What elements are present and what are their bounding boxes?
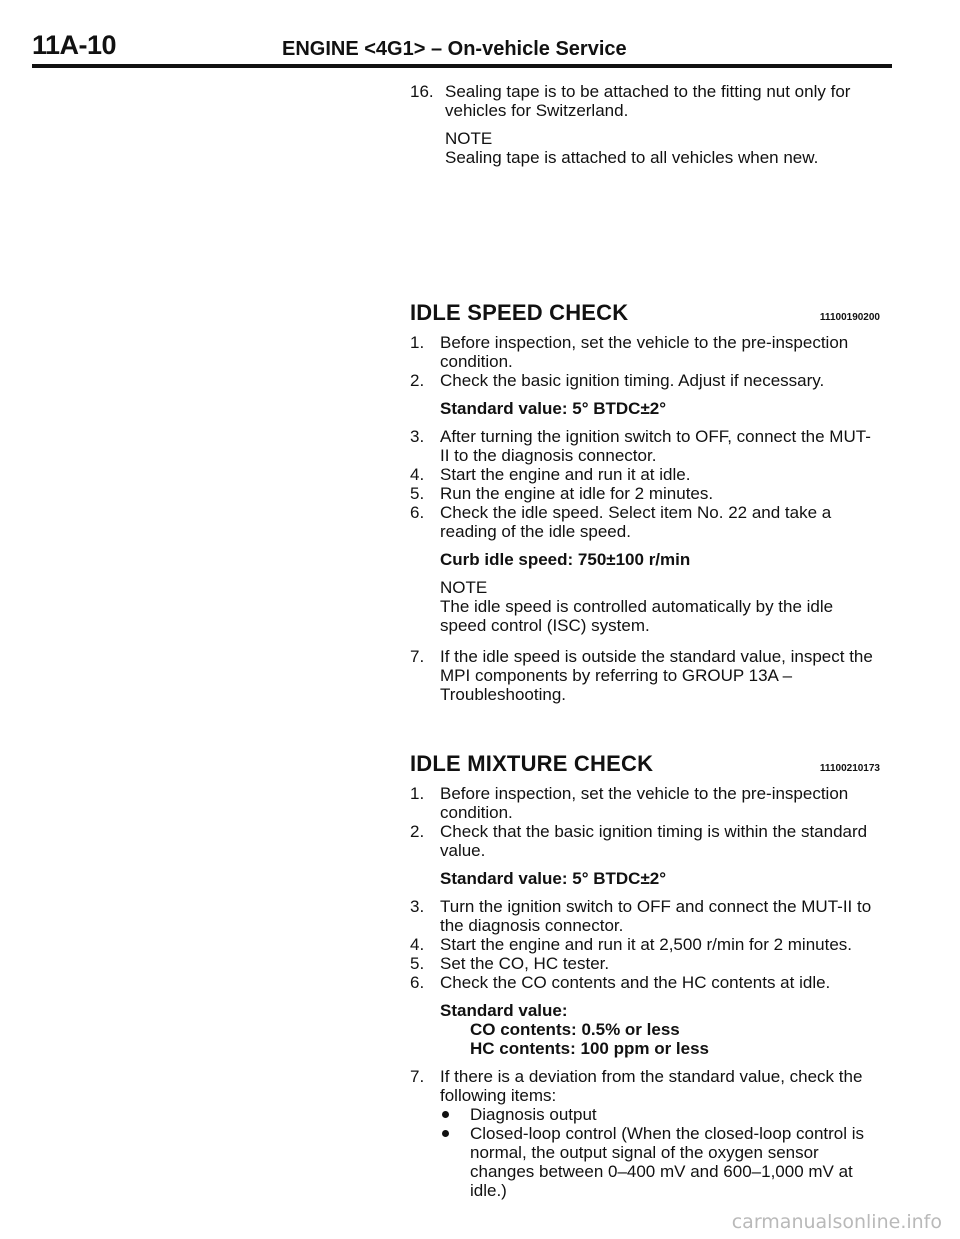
idle-mixture-item-7: [410, 1067, 880, 1105]
page-header: [32, 28, 892, 68]
item-text: Check the basic ignition timing. Adjust if necessary.: [440, 371, 825, 390]
item-text: Check that the basic ignition timing is within the standard value.: [440, 822, 868, 860]
item-number: 6.: [410, 973, 425, 992]
idle-speed-item-3: [410, 427, 880, 465]
item-text: Start the engine and run it at idle.: [440, 465, 691, 484]
idle-speed-item-2: [410, 371, 880, 390]
section-title: IDLE SPEED CHECK: [410, 300, 629, 325]
item-text: If there is a deviation from the standard value, check the following items:: [440, 1067, 863, 1105]
item-text: Run the engine at idle for 2 minutes.: [440, 484, 714, 503]
item-text: Check the CO contents and the HC contents at idle.: [440, 973, 831, 992]
item-text: Sealing tape is to be attached to the fitting nut only for vehicles for Switzerland.: [445, 82, 851, 120]
curb-idle-speed: Curb idle speed: 750±100 r/min: [440, 550, 691, 569]
item-text: Set the CO, HC tester.: [440, 954, 610, 973]
main-content: [410, 82, 880, 1200]
intro-item-16: [410, 82, 880, 120]
item-number: 1.: [410, 784, 425, 803]
page-number: 11A-10: [32, 30, 117, 60]
item-text: Start the engine and run it at 2,500 r/min for 2 minutes.: [440, 935, 853, 954]
idle-mixture-item-4: [410, 935, 880, 954]
idle-mixture-item-2: [410, 822, 880, 860]
bullet-icon: [440, 1124, 470, 1200]
section-code: 11100190200: [819, 312, 880, 323]
item-number: 16.: [410, 82, 434, 101]
item-number: 2.: [410, 371, 425, 390]
bullet-text: Closed-loop control (When the closed-loop control is normal, the output signal of the oxygen sensor changes between 0–400 mV and 600–1,000 mV at idle.): [470, 1124, 865, 1200]
note-label: NOTE: [440, 578, 488, 597]
idle-mixture-item-3: [410, 897, 880, 935]
watermark: carmanualsonline.info: [731, 1211, 942, 1233]
co-contents: CO contents: 0.5% or less: [470, 1020, 680, 1039]
note-label: NOTE: [445, 129, 493, 148]
item-number: 1.: [410, 333, 425, 352]
item-number: 7.: [410, 647, 425, 666]
hc-contents: HC contents: 100 ppm or less: [470, 1039, 710, 1058]
section-heading-idle-speed: [410, 300, 880, 327]
spacer: [410, 167, 880, 303]
bullet-icon: [440, 1105, 470, 1124]
item-number: 5.: [410, 484, 425, 503]
idle-mixture-item-5: [410, 954, 880, 973]
idle-speed-item-7: [410, 647, 880, 704]
standard-value-label: Standard value:: [440, 1001, 568, 1020]
item-text: After turning the ignition switch to OFF, connect the MUT-II to the diagnosis connector.: [440, 427, 871, 465]
item-text: Before inspection, set the vehicle to the pre-inspection condition.: [440, 333, 849, 371]
bullet-item: [410, 1124, 880, 1200]
idle-speed-item-6: [410, 503, 880, 541]
item-number: 4.: [410, 935, 425, 954]
idle-speed-item-5: [410, 484, 880, 503]
item-text: Turn the ignition switch to OFF and connect the MUT-II to the diagnosis connector.: [440, 897, 872, 935]
idle-mixture-item-6: [410, 973, 880, 992]
standard-value: Standard value: 5° BTDC±2°: [440, 399, 667, 418]
header-rule: [32, 64, 892, 68]
idle-speed-item-1: [410, 333, 880, 371]
item-number: 6.: [410, 503, 425, 522]
bullet-text: Diagnosis output: [470, 1105, 597, 1124]
spacer: [410, 704, 880, 754]
bullet-item: [410, 1105, 880, 1124]
idle-speed-item-4: [410, 465, 880, 484]
item-text: Before inspection, set the vehicle to the pre-inspection condition.: [440, 784, 849, 822]
standard-value: Standard value: 5° BTDC±2°: [440, 869, 667, 888]
item-number: 5.: [410, 954, 425, 973]
section-heading-idle-mixture: [410, 751, 880, 778]
item-number: 7.: [410, 1067, 425, 1086]
item-number: 4.: [410, 465, 425, 484]
note-text: The idle speed is controlled automatically by the idle speed control (ISC) system.: [440, 597, 834, 635]
item-number: 3.: [410, 897, 425, 916]
section-title: IDLE MIXTURE CHECK: [410, 751, 654, 776]
item-text: If the idle speed is outside the standard value, inspect the MPI components by referring to GROUP 13A – Troubleshooting.: [440, 647, 873, 704]
item-text: Check the idle speed. Select item No. 22 and take a reading of the idle speed.: [440, 503, 832, 541]
section-code: 11100210173: [819, 763, 880, 774]
idle-mixture-item-1: [410, 784, 880, 822]
page-title: ENGINE <4G1> – On-vehicle Service: [282, 38, 627, 60]
note-text: Sealing tape is attached to all vehicles when new.: [445, 148, 819, 167]
item-number: 3.: [410, 427, 425, 446]
item-number: 2.: [410, 822, 425, 841]
